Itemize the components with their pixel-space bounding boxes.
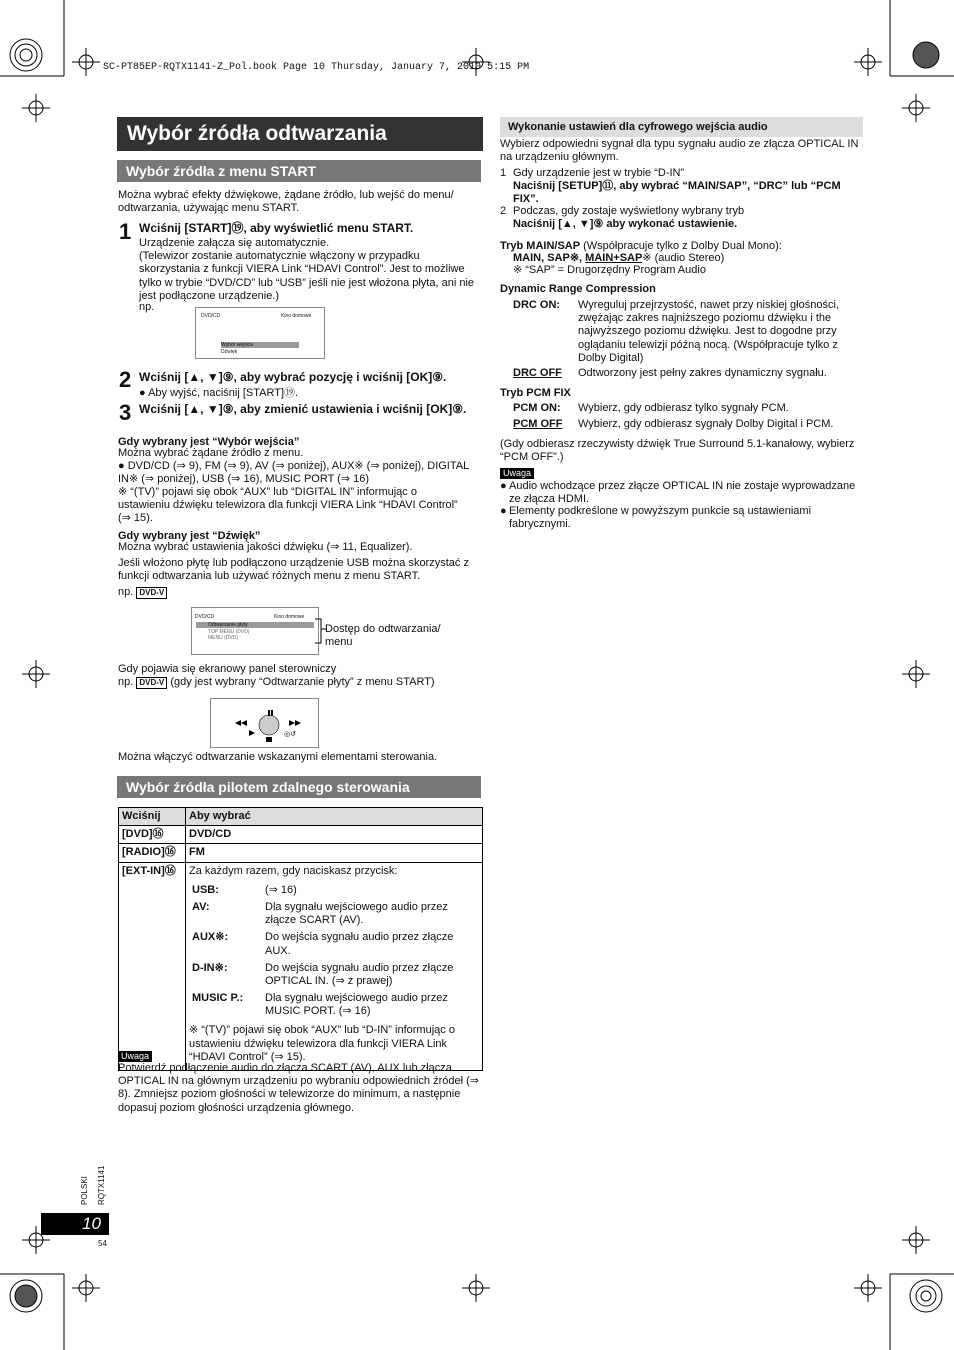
ext-value: Dla sygnału wejściowego audio przez MUSIC PORT. (⇒ 16) — [265, 992, 448, 1018]
step-number: 1 — [119, 219, 132, 244]
step-text: Podczas, gdy zostaje wyświetlony wybrany tryb — [513, 205, 745, 217]
drc-on-key: DRC ON: — [513, 299, 561, 311]
ext-key: AUX※: — [192, 931, 229, 944]
svg-text:◎↺: ◎↺ — [284, 730, 296, 738]
screen-label-right: Kino domowe — [274, 614, 305, 620]
opt-stereo: ※ (audio Stereo) — [642, 252, 725, 264]
ext-key: USB: — [192, 883, 219, 896]
example-label: np. — [118, 586, 134, 598]
right-note-2: Elementy podkreślone w powyższym punkcie są ustawieniami fabrycznymi. — [509, 505, 812, 531]
pcm-off-text: Wybierz, gdy odbierasz sygnały Dolby Digital i PCM. — [578, 418, 834, 430]
pcm-heading: Tryb PCM FIX — [500, 387, 571, 399]
control-panel-screen — [210, 698, 319, 748]
input-line: Można wybrać żądane źródło z menu. — [118, 447, 304, 459]
dvd-v-tag: DVD-V — [136, 587, 167, 599]
note-text: Potwierdź podłączenie audio do złącza SCART (AV), AUX lub złącza OPTICAL IN na głównym urządzeniu po wybraniu odpowiednich źródeł (⇒ 8). Zmniejsz poziom głośności w telewizorze do minimum, a następnie dopasuj poziom głośności urządzenia głównego. — [118, 1062, 479, 1114]
step-action: Naciśnij [SETUP]⑪, aby wybrać “MAIN/SAP”, “DRC” lub “PCM FIX”. — [513, 180, 841, 206]
start-intro: Można wybrać efekty dźwiękowe, żądane źródło, lub wejść do menu/ odtwarzania, używając menu START. — [118, 189, 454, 215]
page-number: 10 — [41, 1213, 109, 1235]
step-number: 1 — [500, 167, 507, 179]
screen-item: TOP MENU (DVD) — [208, 629, 250, 635]
row-key: [DVD]⑯ — [119, 826, 186, 844]
true-surround-note: (Gdy odbierasz rzeczywisty dźwięk True Surround 5.1-kanałowy, wybierz “PCM OFF”.) — [500, 438, 855, 464]
page-sub-number: 54 — [98, 1239, 107, 1248]
sound-line: Można wybrać ustawienia jakości dźwięku (⇒ 11, Equalizer). — [118, 541, 413, 553]
example-label: np. — [118, 676, 134, 688]
ext-value: Do wejścia sygnału audio przez złącze AUX. — [265, 931, 454, 957]
step-bullet: ● Aby wyjść, naciśnij [START]⑲. — [139, 387, 299, 399]
ext-note: ※ “(TV)” pojawi się obok “AUX” lub “D-IN” informując o ustawieniu dźwięku telewizora dla funkcji VIERA Link “HDAVI Control” (⇒ 15). — [189, 1024, 455, 1063]
main-sap-sub: (Współpracuje tylko z Dolby Dual Mono): — [583, 240, 782, 252]
row-key: [RADIO]⑯ — [119, 844, 186, 862]
right-note-1: Audio wchodzące przez złącze OPTICAL IN nie zostaje wyprowadzane ze złącza HDMI. — [509, 480, 856, 506]
bullet-icon: ● — [500, 480, 507, 492]
ext-value: (⇒ 16) — [265, 883, 297, 896]
screen-item: Odtwarzanie płyty — [196, 622, 314, 628]
opt-main-sap: MAIN, SAP※, — [513, 252, 586, 264]
table-row — [119, 826, 483, 844]
page-title: Wybór źródła odtwarzania — [117, 117, 483, 151]
callout-text: Dostęp do odtwarzania/ menu — [325, 623, 441, 649]
step-body: Urządzenie załącza się automatycznie. (Telewizor zostanie automatycznie włączony w przypadku skorzystania z funkcji VIERA Link “HDAVI Control”. Jest to możliwe tylko w trybie “DVD/CD” lub “USB” jeśli nie jest włożona płyta, ani nie jest podłączone urządzenie.) — [139, 237, 475, 302]
note-tag: Uwaga — [118, 1051, 152, 1062]
list-item — [189, 929, 479, 959]
digital-intro: Wybierz odpowiedni sygnał dla typu sygnału audio ze złącza OPTICAL IN na urządzeniu głównym. — [500, 138, 859, 164]
table-header — [119, 808, 483, 826]
step-number: 2 — [500, 205, 507, 217]
bullet-icon: ● — [500, 505, 507, 517]
main-sap-title: Tryb MAIN/SAP — [500, 240, 581, 252]
pcm-off-key: PCM OFF — [513, 418, 563, 430]
step-text: Gdy urządzenie jest w trybie “D-IN” — [513, 167, 685, 179]
section-heading-start: Wybór źródła z menu START — [117, 160, 481, 182]
table-row — [119, 862, 483, 1070]
screen-label-left: DVD/CD — [201, 313, 221, 319]
example-label: np. — [139, 301, 155, 313]
panel-end: Można włączyć odtwarzanie wskazanymi elementami sterowania. — [118, 751, 438, 763]
extin-intro: Za każdym razem, gdy naciskasz przycisk: — [189, 864, 398, 877]
list-item — [189, 882, 479, 899]
row-value: FM — [186, 844, 483, 862]
extin-cell — [186, 862, 483, 1070]
ext-key: AV: — [192, 900, 210, 913]
playback-menu-screen — [191, 607, 319, 655]
table-row — [119, 844, 483, 862]
step-title: Wciśnij [▲, ▼]⑨, aby wybrać pozycję i wciśnij [OK]⑨. — [139, 370, 447, 384]
list-item — [189, 990, 479, 1020]
dvd-v-tag: DVD-V — [136, 677, 167, 689]
col-press: Wciśnij — [119, 808, 186, 826]
panel-example — [118, 676, 435, 689]
input-note: ※ “(TV)” pojawi się obok “AUX” lub “DIGITAL IN” informując o ustawieniu dźwięku telewizora dla funkcji VIERA Link “HDAVI Control” (⇒ 15). — [118, 486, 458, 525]
drc-off-key: DRC OFF — [513, 367, 562, 379]
screen-item: MENU (DVD) — [208, 635, 238, 641]
step-action: Naciśnij [▲, ▼]⑨ aby wykonać ustawienie. — [513, 218, 738, 230]
screen-label-right: Kino domowe — [281, 313, 312, 319]
side-code: RQTX1141 — [97, 1165, 106, 1205]
ext-key: D-IN※: — [192, 961, 228, 974]
remote-source-table — [118, 807, 483, 1071]
panel-example-text: (gdy jest wybrany “Odtwarzanie płyty” z menu START) — [170, 676, 435, 688]
section-heading-remote: Wybór źródła pilotem zdalnego sterowania — [117, 776, 481, 798]
opt-main-plus-sap: MAIN+SAP — [585, 252, 643, 264]
panel-line: Gdy pojawia się ekranowy panel sterowniczy — [118, 663, 337, 675]
drc-off-text: Odtworzony jest pełny zakres dynamiczny sygnału. — [578, 367, 827, 379]
extin-list — [189, 882, 479, 1021]
digital-input-heading: Wykonanie ustawień dla cyfrowego wejścia audio — [500, 117, 863, 137]
subheading-sound: Gdy wybrany jest “Dźwięk” — [118, 530, 261, 542]
col-select: Aby wybrać — [186, 808, 483, 826]
usb-paragraph: Jeśli włożono płytę lub podłączono urządzenie USB można skorzystać z funkcji odtwarzania lub używać różnych menu z menu START. — [118, 557, 469, 583]
start-menu-screen — [195, 307, 325, 359]
list-item — [189, 960, 479, 990]
side-language: POLSKI — [80, 1176, 89, 1205]
file-header: SC-PT85EP-RQTX1141-Z_Pol.book Page 10 Thursday, January 7, 2010 5:15 PM — [103, 62, 530, 73]
step-title: Wciśnij [▲, ▼]⑨, aby zmienić ustawienia i wciśnij [OK]⑨. — [139, 402, 467, 416]
subheading-input: Gdy wybrany jest “Wybór wejścia” — [118, 436, 300, 448]
input-bullet: ● DVD/CD (⇒ 9), FM (⇒ 9), AV (⇒ poniżej), AUX※ (⇒ poniżej), DIGITAL IN※ (⇒ poniżej), USB (⇒ 16), MUSIC PORT (⇒ 16) — [118, 460, 469, 486]
control-panel-icons — [211, 699, 318, 747]
pcm-on-key: PCM ON: — [513, 402, 561, 414]
main-sap-note: ※ “SAP” = Drugorzędny Program Audio — [513, 264, 706, 276]
drc-on-text: Wyreguluj przejrzystość, nawet przy niskiej głośności, zwężając zakres najniższego poziomu dźwięku i the najwyższego poziomu dźwięku. Jest to dogodne przy oglądaniu telewizji późną nocą. (Współpracuje tylko z Dolby Digital) — [578, 299, 839, 364]
right-note-badge — [500, 467, 534, 480]
list-item — [189, 899, 479, 929]
pcm-on-text: Wybierz, gdy odbierasz tylko sygnały PCM. — [578, 402, 789, 414]
ext-value: Dla sygnału wejściowego audio przez złącze SCART (AV). — [265, 900, 448, 927]
drc-heading: Dynamic Range Compression — [500, 283, 656, 295]
row-key: [EXT-IN]⑯ — [119, 862, 186, 1070]
screen-item: Wybór wejścia — [221, 342, 299, 348]
screen-item: Dźwięk — [221, 349, 238, 355]
step-number: 3 — [119, 400, 132, 425]
row-value: DVD/CD — [186, 826, 483, 844]
step-number: 2 — [119, 367, 132, 392]
note-tag: Uwaga — [500, 468, 534, 479]
ext-key: MUSIC P.: — [192, 992, 244, 1005]
ext-value: Do wejścia sygnału audio przez złącze OPTICAL IN. (⇒ z prawej) — [265, 961, 454, 987]
screen-label-left: DVD/CD — [195, 614, 215, 620]
example-line — [118, 586, 167, 599]
step-title: Wciśnij [START]⑲, aby wyświetlić menu START. — [139, 221, 414, 235]
